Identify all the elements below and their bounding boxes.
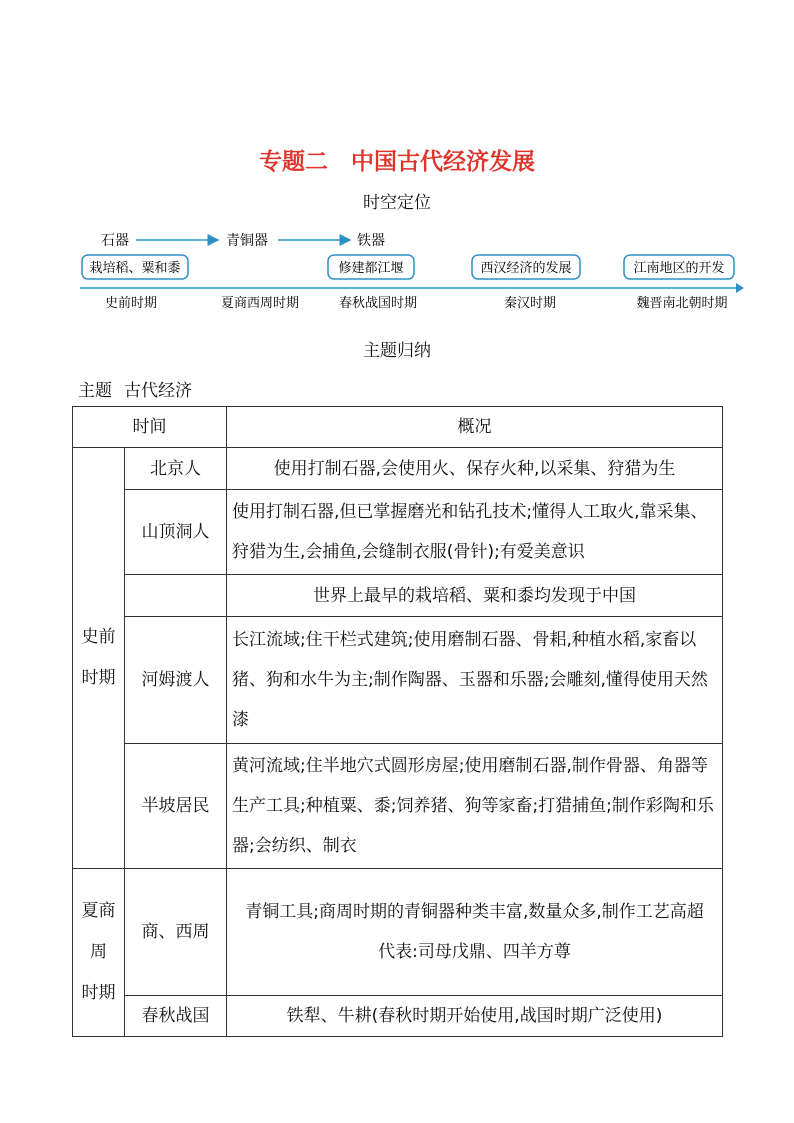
economy-table [72,406,723,1037]
document-title: 专题二 中国古代经济发展 [259,149,535,175]
group-cell: 商、西周 [125,869,227,996]
group-cell [125,575,227,617]
content-cell: 铁犁、牛耕(春秋时期开始使用,战国时期广泛使用) [227,996,723,1037]
period-label: 史前时期 [104,296,158,311]
group-cell: 北京人 [125,448,227,490]
table-row [73,490,723,575]
section-label: 主题 [78,381,112,401]
timeline [0,222,794,322]
table-row [73,996,723,1037]
summary-heading: 主题归纳 [363,341,431,361]
content-extra: 代表:司母戊鼎、四羊方尊 [378,942,571,962]
table-row [73,448,723,490]
group-cell: 春秋战国 [125,996,227,1037]
group-cell: 山顶洞人 [125,490,227,575]
content-cell: 黄河流域;住半地穴式圆形房屋;使用磨制石器,制作骨器、角器等生产工具;种植粟、黍;饲养猪、狗等家畜;打猎捕鱼;制作彩陶和乐器;会纺织、制衣 [227,744,723,869]
content-cell: 使用打制石器,会使用火、保存火种,以采集、狩猎为生 [227,448,723,490]
period-text: 史前 [81,627,116,647]
table-header-row [73,407,723,448]
section-title [78,376,192,401]
period-label: 夏商西周时期 [220,296,300,311]
tool-label: 铁器 [357,233,385,249]
event-label: 西汉经济的发展 [480,261,572,276]
event-label: 栽培稻、粟和黍 [89,261,181,276]
period-text: 时期 [81,668,116,688]
section-name: 古代经济 [124,381,192,401]
event-label: 江南地区的开发 [633,261,725,276]
header-overview: 概况 [227,407,723,448]
group-cell: 半坡居民 [125,744,227,869]
content-cell: 使用打制石器,但已掌握磨光和钻孔技术;懂得人工取火,靠采集、狩猎为生,会捕鱼,会缝制衣服(骨针);有爱美意识 [227,490,723,575]
timeline-heading: 时空定位 [363,193,431,213]
content-cell [227,869,723,996]
content-cell: 世界上最早的栽培稻、粟和黍均发现于中国 [227,575,723,617]
period-text: 周 [90,942,107,962]
header-time: 时间 [73,407,227,448]
table-row [73,869,723,996]
timeline-arrowhead [736,283,744,293]
content-text: 青铜工具;商周时期的青铜器种类丰富,数量众多,制作工艺高超 [245,902,704,922]
event-label: 修建都江堰 [338,261,404,276]
period-cell [73,869,125,1037]
table-row [73,617,723,744]
period-text: 夏商 [81,901,116,921]
period-label: 秦汉时期 [503,296,557,311]
table-row [73,575,723,617]
period-label: 魏晋南北朝时期 [636,296,728,311]
tool-label: 青铜器 [226,233,268,249]
content-cell: 长江流域;住干栏式建筑;使用磨制石器、骨耜,种植水稻,家畜以猪、狗和水牛为主;制作陶器、玉器和乐器;会雕刻,懂得使用天然漆 [227,617,723,744]
period-label: 春秋战国时期 [338,296,418,311]
period-cell [73,448,125,869]
tool-label: 石器 [101,233,129,249]
period-text: 时期 [81,983,116,1003]
group-cell: 河姆渡人 [125,617,227,744]
table-row [73,744,723,869]
